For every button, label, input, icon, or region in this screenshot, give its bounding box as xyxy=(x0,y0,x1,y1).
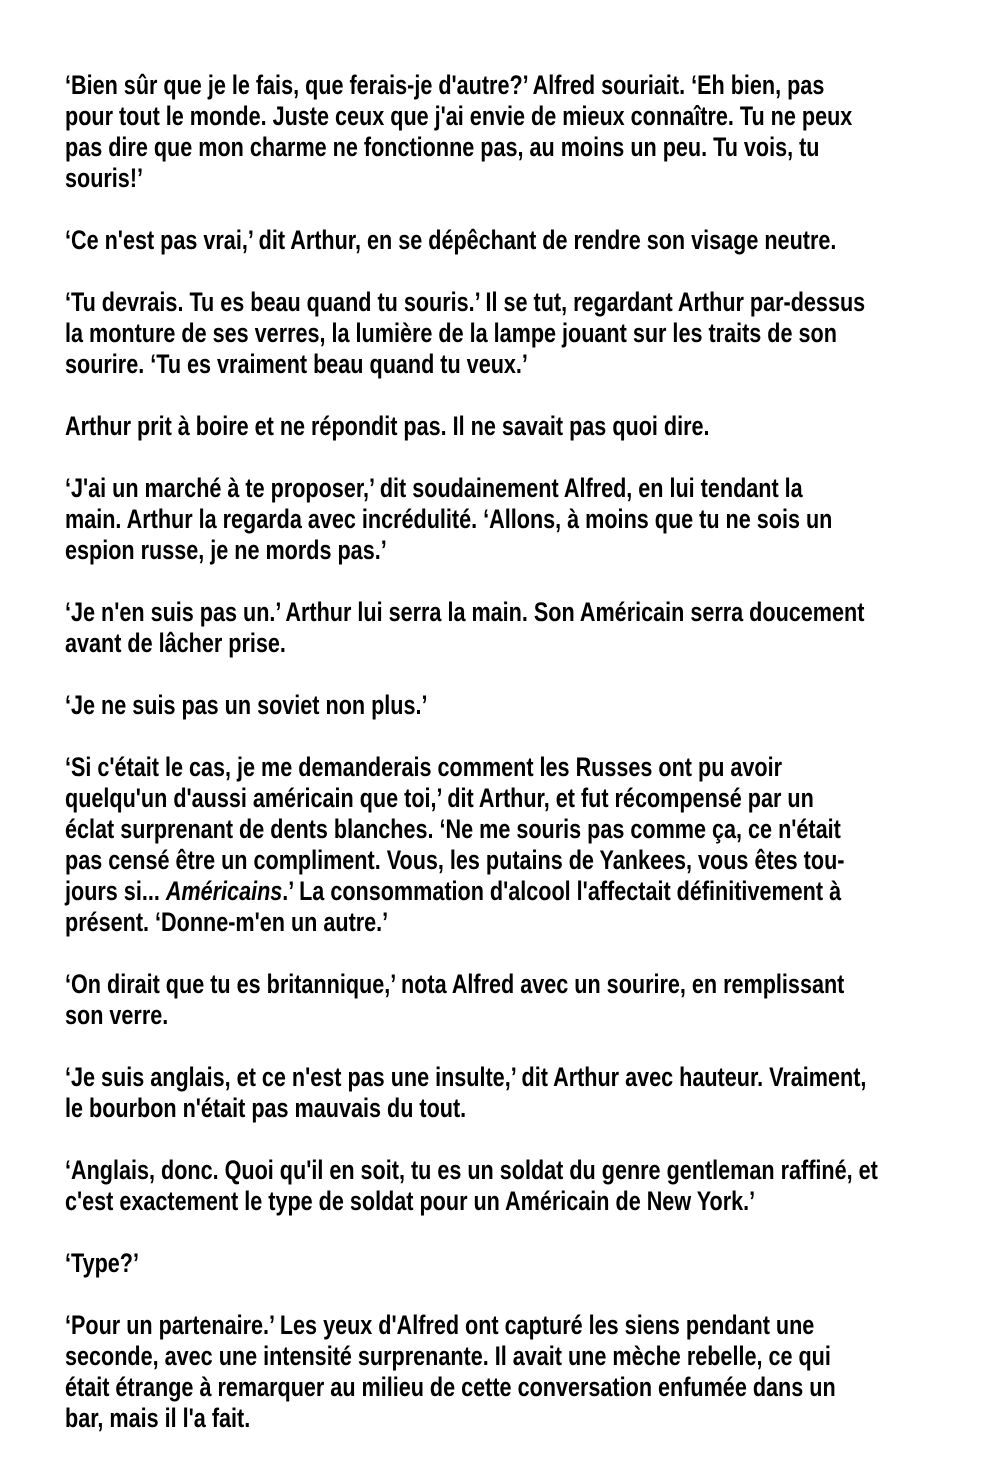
text-line: c'est exactement le type de soldat pour un Américain de New York.’ xyxy=(65,1186,756,1216)
text-line xyxy=(65,876,1000,907)
paragraph xyxy=(65,1062,1000,1124)
text-line: quelqu'un d'aussi américain que toi,’ dit Arthur, et fut récompensé par un xyxy=(65,783,814,813)
text-line: souris!’ xyxy=(65,163,144,193)
text-line: ‘Je n'en suis pas un.’ Arthur lui serra la main. Son Américain serra doucement xyxy=(65,597,865,627)
text-line: ‘Tu devrais. Tu es beau quand tu souris.’ Il se tut, regardant Arthur par-dessus xyxy=(65,287,866,317)
paragraph xyxy=(65,690,1000,721)
paragraph xyxy=(65,473,1000,566)
paragraph xyxy=(65,1310,1000,1434)
text-line: ‘On dirait que tu es britannique,’ nota Alfred avec un sourire, en remplissant xyxy=(65,969,845,999)
paragraph xyxy=(65,752,1000,938)
paragraph xyxy=(65,597,1000,659)
text-line: était étrange à remarquer au milieu de cette conversation enfumée dans un xyxy=(65,1372,836,1402)
paragraph xyxy=(65,1248,1000,1279)
text-line: ‘Bien sûr que je le fais, que ferais-je d'autre?’ Alfred souriait. ‘Eh bien, pas xyxy=(65,70,825,100)
text-line: ‘Si c'était le cas, je me demanderais comment les Russes ont pu avoir xyxy=(65,752,783,782)
text-line: le bourbon n'était pas mauvais du tout. xyxy=(65,1093,467,1123)
text-line: présent. ‘Donne-m'en un autre.’ xyxy=(65,907,389,937)
text-segment: .’ La consommation d'alcool l'affectait définitivement à xyxy=(282,876,842,906)
document-body xyxy=(65,70,1000,1465)
text-line: Arthur prit à boire et ne répondit pas. Il ne savait pas quoi dire. xyxy=(65,411,710,441)
text-line: ‘Je ne suis pas un soviet non plus.’ xyxy=(65,690,428,720)
paragraph xyxy=(65,70,1000,194)
text-segment: jours si... xyxy=(65,876,166,906)
paragraph xyxy=(65,969,1000,1031)
text-line: la monture de ses verres, la lumière de la lampe jouant sur les traits de son xyxy=(65,318,837,348)
text-line: sourire. ‘Tu es vraiment beau quand tu veux.’ xyxy=(65,349,528,379)
text-line: pas dire que mon charme ne fonctionne pas, au moins un peu. Tu vois, tu xyxy=(65,132,820,162)
text-line: espion russe, je ne mords pas.’ xyxy=(65,535,387,565)
text-line: ‘Pour un partenaire.’ Les yeux d'Alfred ont capturé les siens pendant une xyxy=(65,1310,815,1340)
paragraph xyxy=(65,225,1000,256)
text-line: main. Arthur la regarda avec incrédulité. ‘Allons, à moins que tu ne sois un xyxy=(65,504,833,534)
text-line: ‘Ce n'est pas vrai,’ dit Arthur, en se dépêchant de rendre son visage neutre. xyxy=(65,225,837,255)
paragraph xyxy=(65,287,1000,380)
text-line: ‘Anglais, donc. Quoi qu'il en soit, tu es un soldat du genre gentleman raffiné, et xyxy=(65,1155,878,1185)
text-line: avant de lâcher prise. xyxy=(65,628,286,658)
paragraph xyxy=(65,411,1000,442)
text-line: son verre. xyxy=(65,1000,169,1030)
text-line: pour tout le monde. Juste ceux que j'ai envie de mieux connaître. Tu ne peux xyxy=(65,101,853,131)
text-line: pas censé être un compliment. Vous, les putains de Yankees, vous êtes tou- xyxy=(65,845,845,875)
italic-text-segment: Américains xyxy=(165,876,283,906)
paragraph xyxy=(65,1155,1000,1217)
text-line: ‘J'ai un marché à te proposer,’ dit soudainement Alfred, en lui tendant la xyxy=(65,473,803,503)
text-line: ‘Je suis anglais, et ce n'est pas une insulte,’ dit Arthur avec hauteur. Vraiment, xyxy=(65,1062,867,1092)
text-line: éclat surprenant de dents blanches. ‘Ne me souris pas comme ça, ce n'était xyxy=(65,814,841,844)
text-line: bar, mais il l'a fait. xyxy=(65,1403,251,1433)
text-line: ‘Type?’ xyxy=(65,1248,140,1278)
text-line: seconde, avec une intensité surprenante. Il avait une mèche rebelle, ce qui xyxy=(65,1341,831,1371)
